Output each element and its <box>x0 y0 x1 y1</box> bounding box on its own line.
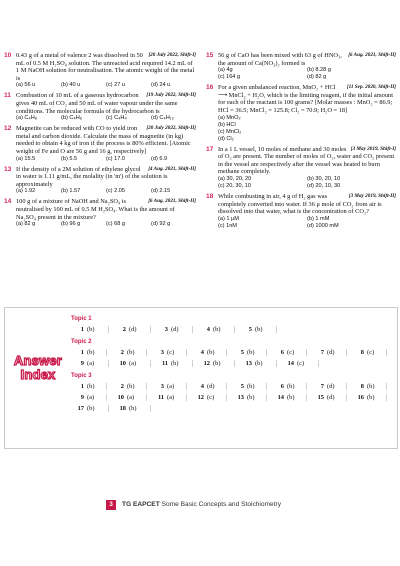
question-item <box>206 146 396 190</box>
question-text: 0.43 g of a metal of valence 2 was dissolved in 50 mL of 0.5 M H₂SO₄ solution. The unreacted acid required 14.2 mL of 1 M NaOH solution for neutralisation. The atomic weight of the metal is <box>16 52 195 82</box>
option-item: (b) C₄H₆ <box>61 115 83 122</box>
option-item: (a) 56 u <box>16 82 36 89</box>
answer-question-number: 9 <box>80 394 84 401</box>
answer-option: (c) <box>367 349 375 356</box>
answer-question-number: 10 <box>117 394 124 401</box>
answer-cell <box>71 394 107 401</box>
question-item <box>206 84 396 142</box>
question-number: 11 <box>4 92 11 100</box>
answer-question-number: 3 <box>160 383 164 390</box>
answer-option: (a) <box>167 383 175 390</box>
answer-row <box>71 324 391 335</box>
answer-option: (b) <box>247 394 255 401</box>
answer-title-line1: Answer <box>13 353 63 368</box>
answer-option: (a) <box>127 394 135 401</box>
answer-cell <box>271 383 307 390</box>
options-list <box>218 176 396 190</box>
option-item: (a) MnO₂ <box>218 114 241 121</box>
answer-option: (b) <box>247 349 255 356</box>
answer-cell <box>191 383 227 390</box>
answer-cell <box>271 349 307 356</box>
question-text: Combustion of 10 mL of a gaseous hydrocarbon gives 40 mL of CO₂ and 50 mL of water vapour under the same conditions. The molecular formula of the hydrocarbon is <box>16 92 178 115</box>
page-footer <box>0 500 400 512</box>
answer-row <box>71 381 391 392</box>
topic-label: Topic 3 <box>71 373 92 379</box>
answer-option: (b) <box>129 405 137 412</box>
answer-question-number: 9 <box>80 360 84 367</box>
answer-cell <box>111 349 147 356</box>
option-item: (c) 17.0 <box>106 155 125 162</box>
answer-option: (b) <box>213 360 221 367</box>
footer-title-prefix: TG EAPCET <box>122 501 160 508</box>
answer-cell <box>155 360 193 367</box>
question-text: If the density of a 2M solution of ethylene glycol in water is 1.11 g/mL, the molality (in 'm') of the solution is approximately <box>16 165 168 188</box>
option-item: (b) 1.57 <box>61 188 81 195</box>
question-item <box>4 198 196 228</box>
question-text-block <box>16 52 196 82</box>
answer-cell <box>239 360 277 367</box>
answer-option: (c) <box>167 349 175 356</box>
answer-cell <box>351 349 387 356</box>
answer-option: (d) <box>171 326 179 333</box>
answer-question-number: 2 <box>120 383 124 390</box>
option-item: (d) C₄H₁₀ <box>151 115 174 122</box>
answer-option: (b) <box>255 360 263 367</box>
question-text: While combusting in air, 4 g of H₂ gas was completely converted into water. If 36 μ mole of CO₂ from air is dissolved into that water, what is the concentration of CO₂? <box>218 192 382 216</box>
answer-cell <box>271 394 307 401</box>
answer-question-number: 11 <box>161 360 168 367</box>
answer-option: (b) <box>287 394 295 401</box>
option-item: (a) C₄H₈ <box>16 115 38 122</box>
answer-option: (d) <box>129 326 137 333</box>
answer-row <box>71 403 391 414</box>
answer-cell <box>113 326 151 333</box>
answer-option: (a) <box>87 360 95 367</box>
question-source: [20 July 2022, Shift-II] <box>146 125 196 132</box>
answer-row <box>71 392 391 403</box>
question-text-block <box>16 166 196 189</box>
question-item <box>4 92 196 122</box>
answer-option: (b) <box>87 326 95 333</box>
answer-question-number: 4 <box>200 349 204 356</box>
options-list <box>218 67 396 81</box>
question-source: [20 July 2022, Shift-I] <box>148 52 196 58</box>
topic-label: Topic 2 <box>71 339 92 345</box>
option-item: (a) 82 g <box>16 221 36 228</box>
answer-option: (b) <box>247 383 255 390</box>
option-item: (d) 82 g <box>307 74 327 81</box>
option-item: (a) 1 μM <box>218 215 239 222</box>
option-item: (b) 96 g <box>61 221 81 228</box>
questions-left-column <box>4 52 196 231</box>
answer-option: (d) <box>327 394 335 401</box>
option-item: (d) 20, 10, 30 <box>307 182 341 189</box>
answer-question-number: 10 <box>119 360 126 367</box>
answer-option: (d) <box>207 383 215 390</box>
answer-question-number: 15 <box>317 394 324 401</box>
options-list <box>16 156 196 163</box>
answer-cell <box>311 394 347 401</box>
options-list <box>218 216 396 230</box>
answer-option: (b) <box>87 349 95 356</box>
option-item: (a) 30, 20, 20 <box>218 175 252 182</box>
topic-label: Topic 1 <box>71 316 92 322</box>
question-text: In a 1 L vessel, 10 moles of methane and 30 moles of O₂ are present. The number of moles of O₂, water and CO₂ present in the vessel are respectively after the vessel was heated to burn methane completely. <box>218 145 395 176</box>
answer-option: (b) <box>127 349 135 356</box>
answer-cell <box>311 383 347 390</box>
answer-question-number: 12 <box>197 394 204 401</box>
answer-question-number: 1 <box>80 383 84 390</box>
answer-cell <box>311 349 347 356</box>
options-list <box>218 115 396 143</box>
option-item: (b) 30, 20, 10 <box>307 175 341 182</box>
option-item: (b) 1 mM <box>307 215 330 222</box>
question-text-block <box>16 92 196 115</box>
answer-row <box>71 358 391 369</box>
option-item: (a) 4g <box>218 67 233 74</box>
question-number: 12 <box>4 125 12 133</box>
question-text: For a given unbalanced reaction, MnO₂ + HCl ⟶ MnCl₂ + H₂O, which is the limiting reagent, if the initial amount for each of the reactant is 100 grams? [Molar masses : MnO₂ = 86.9; HCl = 36.5; MnCl₂ = 125.8; Cl₂ = 70.9; H₂O = 18] <box>218 84 393 114</box>
answer-option: (d) <box>327 349 335 356</box>
answer-option: (c) <box>287 349 295 356</box>
option-item: (d) 92 g <box>151 221 171 228</box>
answer-cell <box>197 360 235 367</box>
answer-option: (b) <box>87 405 95 412</box>
question-item <box>4 125 196 162</box>
answer-option: (b) <box>87 383 95 390</box>
question-text-block <box>218 193 396 216</box>
question-number: 10 <box>4 52 12 59</box>
option-item: (d) 2.15 <box>151 188 171 195</box>
answer-cell <box>111 394 147 401</box>
answer-cell <box>197 326 235 333</box>
answer-cell <box>191 349 227 356</box>
questions-right-column <box>206 52 396 233</box>
option-item: (c) 27 u <box>106 82 125 89</box>
answer-question-number: 17 <box>77 405 84 412</box>
answer-option: (c) <box>207 394 215 401</box>
answer-cell <box>151 394 187 401</box>
question-number: 16 <box>206 84 214 92</box>
answer-question-number: 14 <box>287 360 294 367</box>
footer-title-rest: Some Basic Concepts and Stoichiometry <box>159 501 282 508</box>
question-text-block <box>218 146 396 176</box>
answer-question-number: 4 <box>200 383 204 390</box>
answer-title-line2: Index <box>20 367 56 382</box>
option-item: (c) 1nM <box>218 222 237 229</box>
option-item: (c) 20, 30, 10 <box>218 182 251 189</box>
answer-index-heading <box>11 354 65 382</box>
option-item: (d) 1000 mM <box>307 222 339 229</box>
question-number: 15 <box>206 52 214 59</box>
answer-cell <box>71 326 109 333</box>
question-source: [3 May 2019, Shift-II] <box>348 192 396 199</box>
question-number: 13 <box>4 165 12 173</box>
answer-option: (d) <box>327 383 335 390</box>
answer-cell <box>351 394 387 401</box>
answer-cell <box>151 383 187 390</box>
question-text-block <box>218 52 396 67</box>
answer-cell <box>71 383 107 390</box>
answer-cell <box>351 383 387 390</box>
option-item: (c) MnCl₂ <box>218 128 242 135</box>
answer-option: (a) <box>167 394 175 401</box>
answer-cell <box>71 360 109 367</box>
option-item: (d) 24 u <box>151 82 171 89</box>
option-item: (b) 40 u <box>61 82 81 89</box>
option-item: (b) 8.28 g <box>307 67 331 74</box>
question-text-block <box>16 198 196 221</box>
question-source: [3 May 2019, Shift-I] <box>350 145 396 152</box>
answer-question-number: 12 <box>203 360 210 367</box>
answer-option: (a) <box>87 394 95 401</box>
answer-question-number: 5 <box>240 383 244 390</box>
answer-question-number: 7 <box>320 383 324 390</box>
answer-index-panel <box>4 307 398 449</box>
answer-question-number: 1 <box>80 326 84 333</box>
answer-question-number: 16 <box>357 394 364 401</box>
question-number: 14 <box>4 198 12 206</box>
answer-cell <box>155 326 193 333</box>
answer-option: (b) <box>213 326 221 333</box>
option-item: (c) 2.05 <box>106 188 125 195</box>
answer-question-number: 8 <box>360 349 364 356</box>
answer-option: (b) <box>367 383 375 390</box>
answer-option: (b) <box>367 394 375 401</box>
answer-question-number: 2 <box>120 349 124 356</box>
page-number: 3 <box>106 500 116 510</box>
answer-question-number: 6 <box>280 383 284 390</box>
answer-question-number: 3 <box>164 326 168 333</box>
option-item: (c) 164 g <box>218 74 241 81</box>
answer-question-number: 18 <box>119 405 126 412</box>
answer-option: (c) <box>297 360 305 367</box>
answer-cell <box>231 394 267 401</box>
footer-title <box>122 501 281 508</box>
question-source: [6 Aug. 2021, Shift-II] <box>148 198 196 205</box>
option-item: (b) 5.5 <box>61 155 78 162</box>
question-item <box>206 193 396 230</box>
options-list <box>16 115 196 122</box>
question-text: Magnetite can be reduced with CO to yield iron metal and carbon dioxide. Calculate the mass of magnetite (in kg) needed to obtain 4 kg of iron if the process is 80% efficient. [Atomic weight of Fe and O are 56 g and 16 g, respectively] <box>16 125 191 155</box>
answer-question-number: 6 <box>280 349 284 356</box>
answer-cell <box>151 349 187 356</box>
options-list <box>16 188 196 195</box>
question-text: 100 g of a mixture of NaOH and Na₂SO₄ is neutralised by 100 mL of 0.5 M H₂SO₄. What is the amount of Na₂SO₄ present in the mixture? <box>16 198 175 221</box>
question-item <box>4 166 196 196</box>
answer-question-number: 2 <box>122 326 126 333</box>
question-number: 17 <box>206 145 214 153</box>
answer-cell <box>111 383 147 390</box>
answer-option: (a) <box>129 360 137 367</box>
answer-question-number: 5 <box>248 326 252 333</box>
question-text-block <box>218 84 396 114</box>
answer-option: (b) <box>207 349 215 356</box>
answer-cell <box>191 394 227 401</box>
question-source: [19 July 2022, Shift-II] <box>146 92 196 99</box>
answer-question-number: 8 <box>360 383 364 390</box>
answer-question-number: 5 <box>240 349 244 356</box>
answer-option: (b) <box>287 383 295 390</box>
option-item: (d) Cl₂ <box>218 135 234 142</box>
option-item: (c) C₄H₄ <box>106 115 127 122</box>
question-number: 18 <box>206 192 214 200</box>
answer-option: (b) <box>127 383 135 390</box>
answer-question-number: 13 <box>237 394 244 401</box>
answer-question-number: 7 <box>320 349 324 356</box>
answer-question-number: 3 <box>160 349 164 356</box>
answer-cell <box>113 405 151 412</box>
option-item: (a) 1.92 <box>16 188 36 195</box>
question-source: [11 Sep. 2020, Shift-II] <box>346 84 396 91</box>
answer-cell <box>71 349 107 356</box>
question-text: 56 g of CaO has been mixed with 63 g of HNO₃, the amount of Ca(NO₃)₂ formed is <box>218 52 342 67</box>
answer-cell <box>239 326 277 333</box>
answer-option: (b) <box>255 326 263 333</box>
option-item: (d) 6.9 <box>151 155 168 162</box>
answer-cell <box>231 383 267 390</box>
answer-cell <box>71 405 109 412</box>
question-item <box>206 52 396 81</box>
options-list <box>16 82 196 89</box>
answer-cell <box>281 360 319 367</box>
answer-question-number: 11 <box>157 394 164 401</box>
question-item <box>4 52 196 89</box>
option-item: (b) HCl <box>218 121 236 128</box>
answer-option: (b) <box>171 360 179 367</box>
answer-question-number: 4 <box>206 326 210 333</box>
answer-cell <box>113 360 151 367</box>
question-source: [4 Aug. 2021, Shift-II] <box>148 165 196 172</box>
option-item: (c) 68 g <box>106 221 125 228</box>
answer-question-number: 13 <box>245 360 252 367</box>
answer-row <box>71 347 391 358</box>
answer-cell <box>231 349 267 356</box>
answer-grid <box>71 312 391 414</box>
answer-question-number: 14 <box>277 394 284 401</box>
option-item: (a) 15.5 <box>16 155 36 162</box>
answer-question-number: 1 <box>80 349 84 356</box>
question-text-block <box>16 125 196 155</box>
question-source: [6 Aug. 2021, Shift-II] <box>348 52 396 58</box>
options-list <box>16 221 196 228</box>
